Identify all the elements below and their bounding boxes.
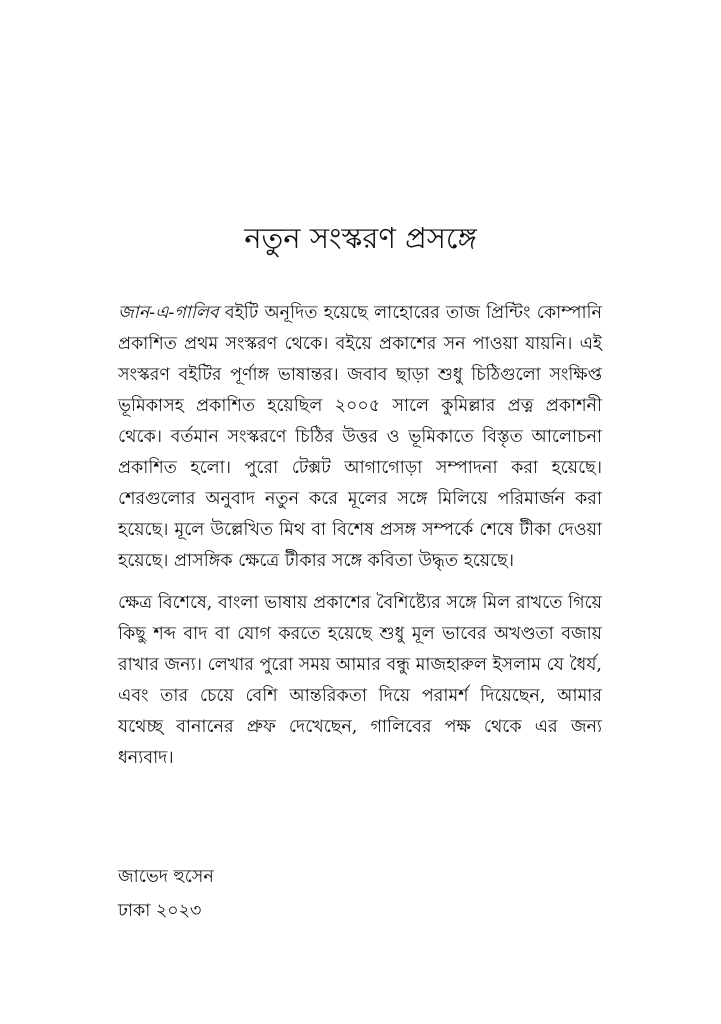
preface-paragraph-2: ক্ষেত্র বিশেষে, বাংলা ভাষায় প্রকাশের বৈশিষ্ট্যের সঙ্গে মিল রাখতে গিয়ে কিছু শব্দ বাদ বা যোগ করতে হয়েছে শুধু মূল ভাবের অখণ্ডতা বজায় রাখার জন্য। লেখার পুরো সময় আমার বন্ধু মাজহারুল ইসলাম যে ধৈর্য, এবং তার চেয়ে বেশি আন্তরিকতা দিয়ে পরামর্শ দিয়েছেন, আমার যথেচ্ছ বানানের প্রুফ দেখেছেন, গালিবের পক্ষ থেকে এর জন্য ধন্যবাদ।: [118, 593, 602, 768]
page-title: নতুন সংস্করণ প্রসঙ্গে: [244, 221, 477, 255]
signature-block: [118, 860, 418, 928]
author-name: জাভেদ হুসেন: [118, 867, 214, 887]
preface-body: [118, 298, 602, 774]
book-title: জান-এ-গালিব: [118, 303, 219, 323]
paragraph-1-text: বইটি অনূদিত হয়েছে লাহোরের তাজ প্রিন্টিং কোম্পানি প্রকাশিত প্রথম সংস্করণ থেকে। বইয়ে প্রকাশের সন পাওয়া যায়নি। এই সংস্করণ বইটির পূর্ণাঙ্গ ভাষান্তর। জবাব ছাড়া শুধু চিঠিগুলো সংক্ষিপ্ত ভূমিকাসহ প্রকাশিত হয়েছিল ২০০৫ সালে কুমিল্লার প্রত্ন প্রকাশনী থেকে। বর্তমান সংস্করণে চিঠির উত্তর ও ভূমিকাতে বিস্তৃত আলোচনা প্রকাশিত হলো। পুরো টেক্সট আগাগোড়া সম্পাদনা করা হয়েছে। শেরগুলোর অনুবাদ নতুন করে মূলের সঙ্গে মিলিয়ে পরিমার্জন করা হয়েছে। মূলে উল্লেখিত মিথ বা বিশেষ প্রসঙ্গ সম্পর্কে শেষে টীকা দেওয়া হয়েছে। প্রাসঙ্গিক ক্ষেত্রে টীকার সঙ্গে কবিতা উদ্ধৃত হয়েছে।: [118, 303, 602, 571]
place-and-year: ঢাকা ২০২৩: [118, 901, 202, 921]
preface-paragraph-1: [118, 298, 602, 577]
